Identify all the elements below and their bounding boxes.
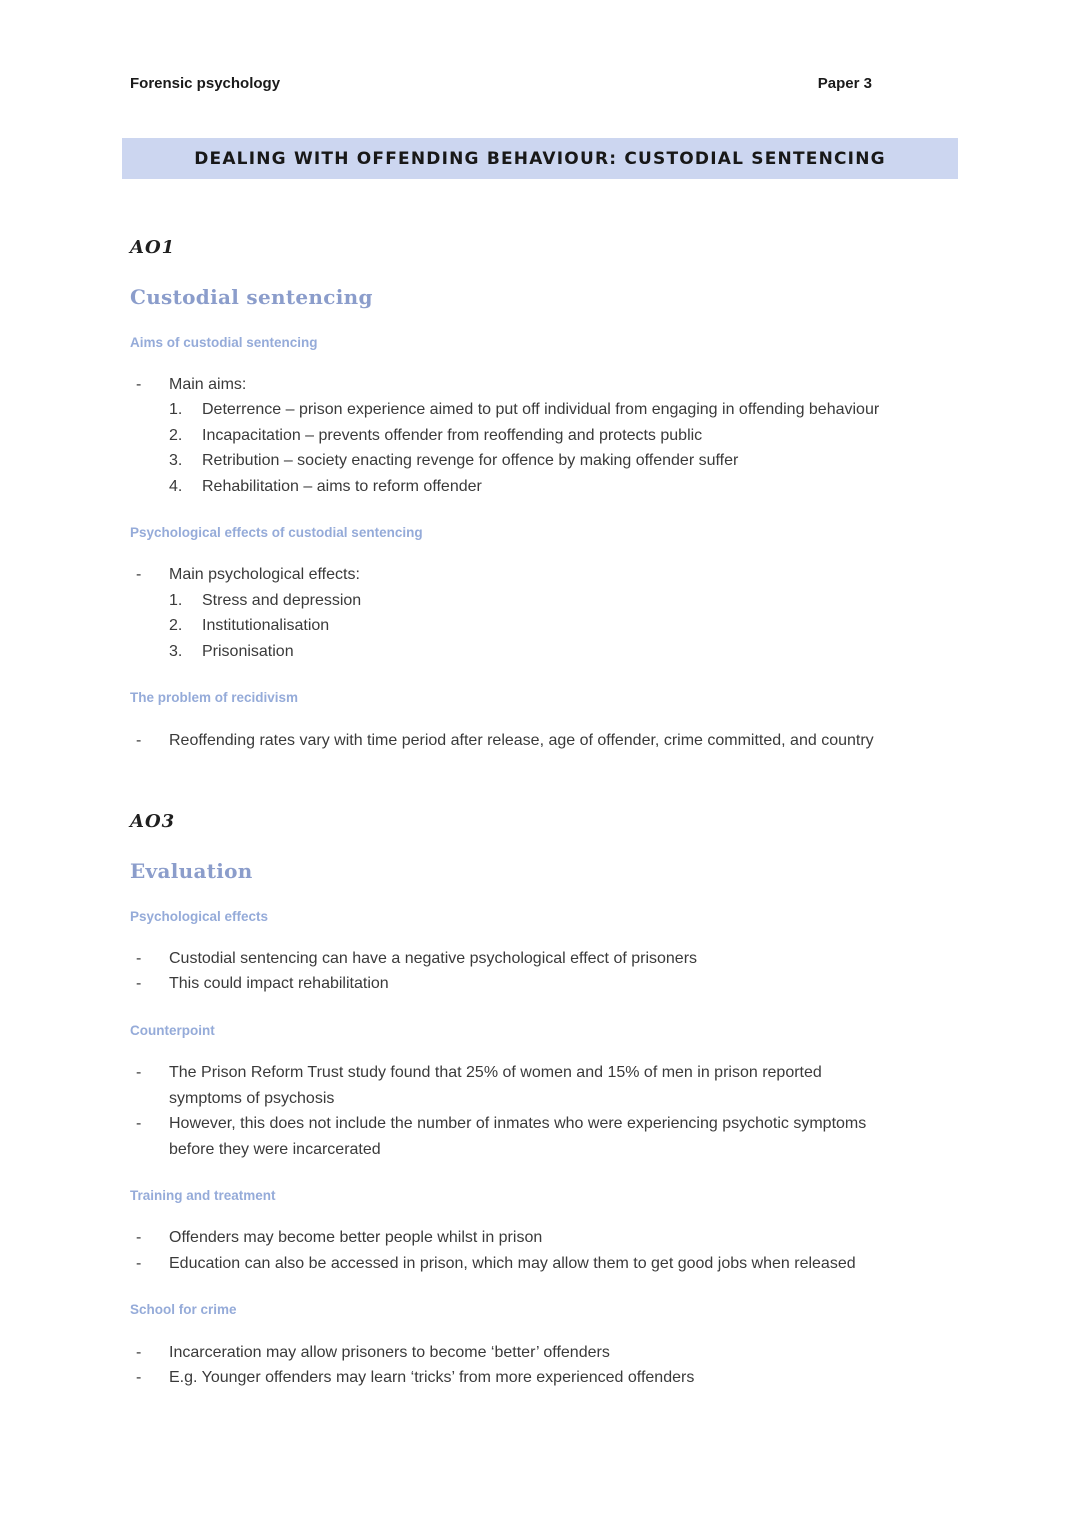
item-number: 4.	[169, 477, 183, 495]
training-list	[130, 1225, 940, 1276]
item-text: Incapacitation – prevents offender from reoffending and protects public	[202, 426, 703, 444]
bullet-text: This could impact rehabilitation	[169, 975, 389, 993]
numbered-item	[169, 474, 940, 500]
item-text: Stress and depression	[202, 591, 362, 609]
bullet-dash: -	[136, 1115, 142, 1133]
item-text: Retribution – society enacting revenge for offence by making offender suffer	[202, 452, 739, 470]
bullet-item	[130, 562, 940, 588]
bullet-dash: -	[136, 731, 142, 749]
numbered-item	[169, 639, 940, 665]
subheading-aims: Aims of custodial sentencing	[130, 334, 318, 350]
bullet-text: Reoffending rates vary with time period after release, age of offender, crime committed, and country	[169, 731, 874, 749]
aims-numbered-list	[169, 397, 940, 499]
bullet-text: However, this does not include the number of inmates who were experiencing psychotic symptoms before they were incarcerated	[169, 1115, 867, 1158]
subheading-psychological-effects-ao3: Psychological effects	[130, 908, 269, 924]
bullet-item	[130, 372, 940, 398]
bullet-text: E.g. Younger offenders may learn ‘tricks’ from more experienced offenders	[169, 1369, 695, 1386]
recidivism-list	[130, 728, 940, 754]
psych-effects-list	[130, 946, 940, 997]
effects-numbered-list	[169, 588, 940, 665]
subheading-training-treatment: Training and treatment	[130, 1188, 276, 1204]
bullet-text: Main psychological effects:	[169, 566, 360, 584]
bullet-text: Education can also be accessed in prison, which may allow them to get good jobs when released	[169, 1254, 856, 1272]
ao1-label: AO1	[130, 237, 176, 258]
subheading-psychological-effects-ao1: Psychological effects of custodial sentencing	[130, 525, 423, 541]
item-number: 3.	[169, 452, 183, 470]
item-number: 1.	[169, 591, 183, 609]
item-number: 3.	[169, 642, 183, 660]
header-course: Forensic psychology	[130, 75, 281, 92]
effects-list	[130, 562, 940, 664]
item-number: 2.	[169, 617, 183, 635]
document-title: DEALING WITH OFFENDING BEHAVIOUR: CUSTODIAL SENTENCING	[194, 148, 886, 169]
bullet-dash: -	[136, 975, 142, 993]
bullet-dash: -	[136, 1343, 142, 1361]
bullet-text: Incarceration may allow prisoners to become ‘better’ offenders	[169, 1343, 610, 1361]
bullet-dash: -	[136, 375, 142, 393]
item-number: 1.	[169, 401, 183, 419]
bullet-item	[130, 971, 940, 997]
bullet-dash: -	[136, 566, 142, 584]
item-text: Deterrence – prison experience aimed to put off individual from engaging in offending behaviour	[202, 401, 880, 419]
subheading-school-for-crime: School for crime	[130, 1302, 237, 1318]
counterpoint-list	[130, 1060, 940, 1162]
bullet-dash: -	[136, 949, 142, 967]
numbered-item	[169, 613, 940, 639]
numbered-item	[169, 397, 940, 423]
bullet-text: The Prison Reform Trust study found that 25% of women and 15% of men in prison reported symptoms of psychosis	[169, 1064, 822, 1107]
subheading-counterpoint: Counterpoint	[130, 1022, 215, 1038]
ao3-section-title: Evaluation	[130, 858, 253, 883]
bullet-item	[130, 1225, 940, 1251]
bullet-item	[130, 1340, 940, 1366]
bullet-text: Main aims:	[169, 375, 247, 393]
numbered-item	[169, 448, 940, 474]
bullet-item	[130, 1365, 940, 1391]
numbered-item	[169, 588, 940, 614]
item-number: 2.	[169, 426, 183, 444]
bullet-item	[130, 728, 940, 754]
bullet-dash: -	[136, 1064, 142, 1082]
bullet-item	[130, 1251, 940, 1277]
bullet-text: Offenders may become better people whilst in prison	[169, 1229, 543, 1247]
numbered-item	[169, 423, 940, 449]
page-header	[130, 75, 940, 92]
item-text: Rehabilitation – aims to reform offender	[202, 477, 482, 495]
header-paper: Paper 3	[817, 75, 872, 92]
item-text: Prisonisation	[202, 642, 294, 660]
bullet-text: Custodial sentencing can have a negative psychological effect of prisoners	[169, 949, 698, 967]
ao3-label: AO3	[130, 811, 176, 833]
aims-list	[130, 372, 940, 500]
ao1-section-title: Custodial sentencing	[130, 284, 373, 309]
item-text: Institutionalisation	[202, 617, 330, 635]
bullet-item	[130, 1060, 940, 1111]
school-list	[130, 1340, 940, 1391]
title-banner	[122, 138, 958, 179]
bullet-item	[130, 946, 940, 972]
bullet-dash: -	[136, 1369, 142, 1386]
subheading-recidivism: The problem of recidivism	[130, 690, 299, 706]
bullet-dash: -	[136, 1229, 142, 1247]
bullet-item	[130, 1111, 940, 1162]
bullet-dash: -	[136, 1254, 142, 1272]
